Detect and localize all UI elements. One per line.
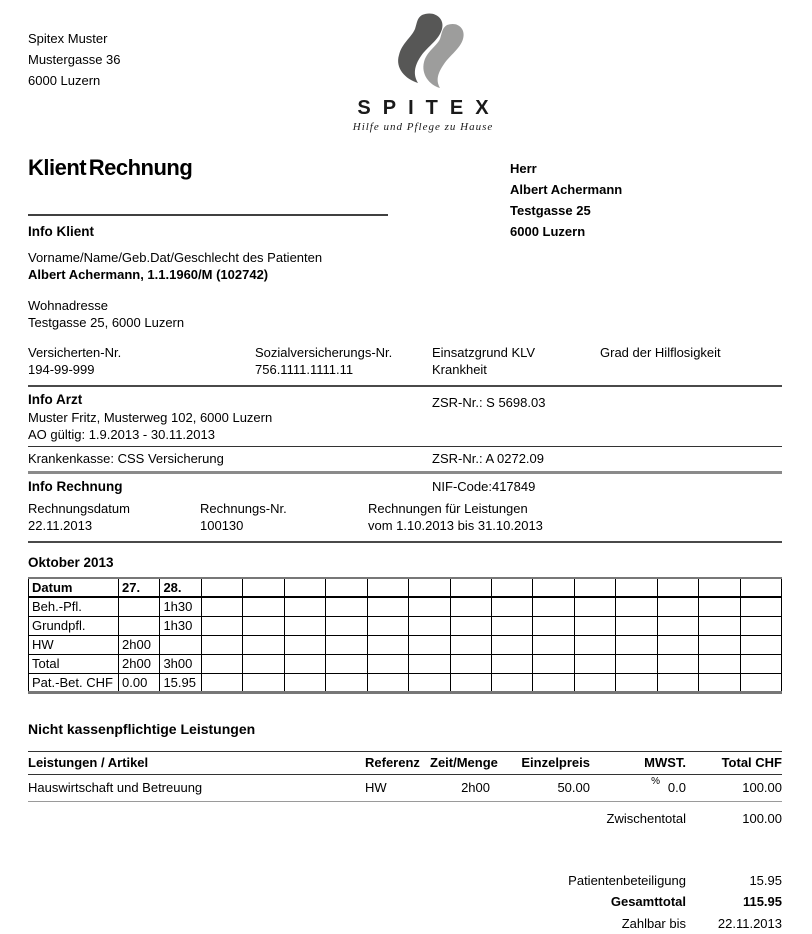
month-cell [533, 635, 574, 654]
month-day-header [450, 578, 491, 597]
sender-street: Mustergasse 36 [28, 49, 782, 70]
month-cell [326, 673, 367, 692]
month-cell [160, 635, 201, 654]
month-row-label: Grundpfl. [29, 616, 119, 635]
recipient-street: Testgasse 25 [510, 200, 622, 221]
month-cell [740, 654, 781, 673]
info-klient-heading: Info Klient [28, 224, 782, 239]
month-cell: 3h00 [160, 654, 201, 673]
recipient-city: 6000 Luzern [510, 221, 622, 242]
month-cell [533, 597, 574, 616]
month-cell [574, 654, 615, 673]
total-value: 22.11.2013 [686, 913, 782, 934]
month-cell [450, 654, 491, 673]
month-cell [657, 597, 698, 616]
month-cell: 2h00 [119, 654, 160, 673]
klient-field-label: Einsatzgrund KLV [432, 344, 600, 361]
rechnung-divider [28, 541, 782, 543]
recipient-address [510, 158, 622, 242]
services-section [28, 721, 782, 826]
month-cell [409, 654, 450, 673]
month-cell [284, 673, 325, 692]
month-cell: 2h00 [119, 635, 160, 654]
nif-code: NIF-Code:417849 [432, 479, 782, 494]
month-cell [243, 673, 284, 692]
month-row-label: Beh.-Pfl. [29, 597, 119, 616]
month-cell [367, 635, 408, 654]
month-day-header [491, 578, 532, 597]
services-col-header: MWST. % [590, 755, 686, 770]
month-day-header [243, 578, 284, 597]
title-divider [28, 214, 388, 216]
month-cell [284, 616, 325, 635]
month-cell [740, 635, 781, 654]
klient-field [255, 344, 432, 379]
month-cell [201, 597, 242, 616]
month-cell [616, 673, 657, 692]
month-cell [367, 616, 408, 635]
month-cell [367, 654, 408, 673]
klient-field-value: Krankheit [432, 361, 600, 379]
month-cell [243, 654, 284, 673]
rechnung-field-label: Rechnungsdatum [28, 500, 200, 517]
month-cell [409, 635, 450, 654]
info-klient-section [28, 224, 782, 379]
month-cell [326, 635, 367, 654]
month-cell [657, 616, 698, 635]
info-arzt-section [28, 387, 782, 471]
month-cell [450, 673, 491, 692]
recipient-salutation: Herr [510, 158, 622, 179]
month-day-header: 28. [160, 578, 201, 597]
month-cell [284, 654, 325, 673]
month-cell [243, 616, 284, 635]
services-cell: 50.00 [490, 780, 590, 795]
month-cell: 1h30 [160, 616, 201, 635]
mwst-percent-sub: % [651, 777, 660, 781]
services-row [28, 775, 782, 802]
month-day-header [616, 578, 657, 597]
month-cell [409, 597, 450, 616]
services-cell: 2h00 [430, 780, 490, 795]
klient-field-value [600, 361, 782, 379]
month-cell [699, 673, 740, 692]
month-cell [284, 635, 325, 654]
services-col-header: Referenz [365, 755, 430, 770]
rechnung-field [200, 500, 368, 535]
month-cell [201, 654, 242, 673]
page-title: Klient Rechnung [28, 155, 782, 181]
month-cell [616, 616, 657, 635]
sender-city: 6000 Luzern [28, 70, 782, 91]
klient-field-label: Versicherten-Nr. [28, 344, 255, 361]
month-cell [616, 654, 657, 673]
total-label: Zahlbar bis [28, 913, 686, 934]
klient-field [432, 344, 600, 379]
zsr-insurer: ZSR-Nr.: A 0272.09 [432, 451, 782, 466]
subtotal-label: Zwischentotal [28, 811, 686, 826]
month-cell [699, 597, 740, 616]
recipient-name: Albert Achermann [510, 179, 622, 200]
month-cell [491, 597, 532, 616]
month-header-row [29, 578, 782, 597]
month-row [29, 654, 782, 673]
services-header-row [28, 751, 782, 775]
month-day-header [201, 578, 242, 597]
month-cell [740, 673, 781, 692]
month-row [29, 673, 782, 692]
month-cell [616, 635, 657, 654]
services-col-header: Zeit/Menge [430, 755, 490, 770]
month-cell [409, 616, 450, 635]
rechnung-field-label: Rechnungen für Leistungen [368, 500, 782, 517]
zsr-doctor: ZSR-Nr.: S 5698.03 [432, 387, 782, 443]
month-row [29, 635, 782, 654]
total-row [28, 870, 782, 892]
month-title: Oktober 2013 [28, 555, 782, 570]
doctor-line: Muster Fritz, Musterweg 102, 6000 Luzern [28, 409, 432, 426]
month-cell [740, 616, 781, 635]
month-cell [326, 654, 367, 673]
month-cell [533, 673, 574, 692]
month-cell [491, 635, 532, 654]
month-cell [740, 597, 781, 616]
sender-name: Spitex Muster [28, 28, 782, 49]
services-heading: Nicht kassenpflichtige Leistungen [28, 721, 782, 737]
month-cell [450, 597, 491, 616]
month-day-header [574, 578, 615, 597]
month-cell [699, 635, 740, 654]
month-cell [574, 616, 615, 635]
month-day-header [740, 578, 781, 597]
month-row [29, 597, 782, 616]
totals-section [28, 870, 782, 934]
services-cell: HW [365, 780, 430, 795]
services-rows [28, 775, 782, 802]
klient-fields-row [28, 344, 782, 379]
total-value: 15.95 [686, 870, 782, 892]
total-row [28, 891, 782, 913]
logo-wordmark: SPITEX [338, 97, 508, 120]
month-cell: 1h30 [160, 597, 201, 616]
home-address-value: Testgasse 25, 6000 Luzern [28, 314, 782, 331]
services-cell: Hauswirtschaft und Betreuung [28, 780, 365, 795]
rechnung-field-value: 22.11.2013 [28, 517, 200, 535]
month-cell [533, 616, 574, 635]
month-cell [574, 597, 615, 616]
rechnung-field-label: Rechnungs-Nr. [200, 500, 368, 517]
month-day-header [657, 578, 698, 597]
klient-field [28, 344, 255, 379]
subtotal-value: 100.00 [686, 811, 782, 826]
month-cell [450, 635, 491, 654]
month-cell [201, 673, 242, 692]
rechnung-field-value: 100130 [200, 517, 368, 535]
month-cell [119, 597, 160, 616]
month-row-label: HW [29, 635, 119, 654]
services-cell: 100.00 [686, 780, 782, 795]
month-cell [326, 616, 367, 635]
month-cell [409, 673, 450, 692]
klient-field-label: Grad der Hilflosigkeit [600, 344, 782, 361]
home-address-label: Wohnadresse [28, 297, 782, 314]
spitex-swoosh-icon [343, 12, 503, 94]
month-day-header [533, 578, 574, 597]
month-cell [491, 616, 532, 635]
services-col-header: Total CHF [686, 755, 782, 770]
patient-label: Vorname/Name/Geb.Dat/Geschlecht des Patienten [28, 249, 782, 266]
month-table [28, 577, 782, 694]
rechnung-field-value: vom 1.10.2013 bis 31.10.2013 [368, 517, 782, 535]
month-cell [243, 635, 284, 654]
month-cell [616, 597, 657, 616]
month-day-header: 27. [119, 578, 160, 597]
klient-field-value: 194-99-999 [28, 361, 255, 379]
month-cell [657, 673, 698, 692]
doctor-block [28, 387, 432, 443]
month-cell [201, 616, 242, 635]
klient-field [600, 344, 782, 379]
klient-field-label: Sozialversicherungs-Nr. [255, 344, 432, 361]
subtotal-row [28, 811, 782, 826]
month-cell [533, 654, 574, 673]
month-cell [699, 654, 740, 673]
services-col-header: Einzelpreis [490, 755, 590, 770]
klient-field-value: 756.1111.1111.11 [255, 361, 432, 379]
rechnung-fields-row [28, 500, 782, 535]
total-label: Gesamttotal [28, 891, 686, 913]
info-arzt-heading: Info Arzt [28, 387, 432, 407]
month-row [29, 616, 782, 635]
total-value: 115.95 [686, 891, 782, 913]
month-cell [243, 597, 284, 616]
month-section [28, 555, 782, 694]
month-row-label: Pat.-Bet. CHF [29, 673, 119, 692]
month-cell [367, 673, 408, 692]
month-cell [574, 673, 615, 692]
logo-tagline: Hilfe und Pflege zu Hause [338, 121, 508, 133]
month-cell [326, 597, 367, 616]
month-day-header [699, 578, 740, 597]
month-cell [657, 654, 698, 673]
spitex-logo [338, 12, 508, 133]
services-col-header: Leistungen / Artikel [28, 755, 365, 770]
month-cell [699, 616, 740, 635]
validity-line: AO gültig: 1.9.2013 - 30.11.2013 [28, 426, 432, 443]
month-cell [284, 597, 325, 616]
month-day-header [409, 578, 450, 597]
month-cell [367, 597, 408, 616]
insurer-line: Krankenkasse: CSS Versicherung [28, 451, 432, 466]
month-cell [491, 654, 532, 673]
total-label: Patientenbeteiligung [28, 870, 686, 892]
month-corner-cell: Datum [29, 578, 119, 597]
info-rechnung-section [28, 474, 782, 535]
rechnung-field [368, 500, 782, 535]
month-day-header [284, 578, 325, 597]
month-day-header [367, 578, 408, 597]
month-row-label: Total [29, 654, 119, 673]
month-cell: 0.00 [119, 673, 160, 692]
total-row [28, 913, 782, 934]
month-cell: 15.95 [160, 673, 201, 692]
info-rechnung-heading: Info Rechnung [28, 479, 432, 494]
rechnung-field [28, 500, 200, 535]
month-cell [450, 616, 491, 635]
month-cell [657, 635, 698, 654]
month-cell [491, 673, 532, 692]
month-day-header [326, 578, 367, 597]
month-cell [201, 635, 242, 654]
services-cell: 0.0 [590, 780, 686, 795]
patient-value: Albert Achermann, 1.1.1960/M (102742) [28, 266, 782, 283]
month-cell [119, 616, 160, 635]
month-cell [574, 635, 615, 654]
